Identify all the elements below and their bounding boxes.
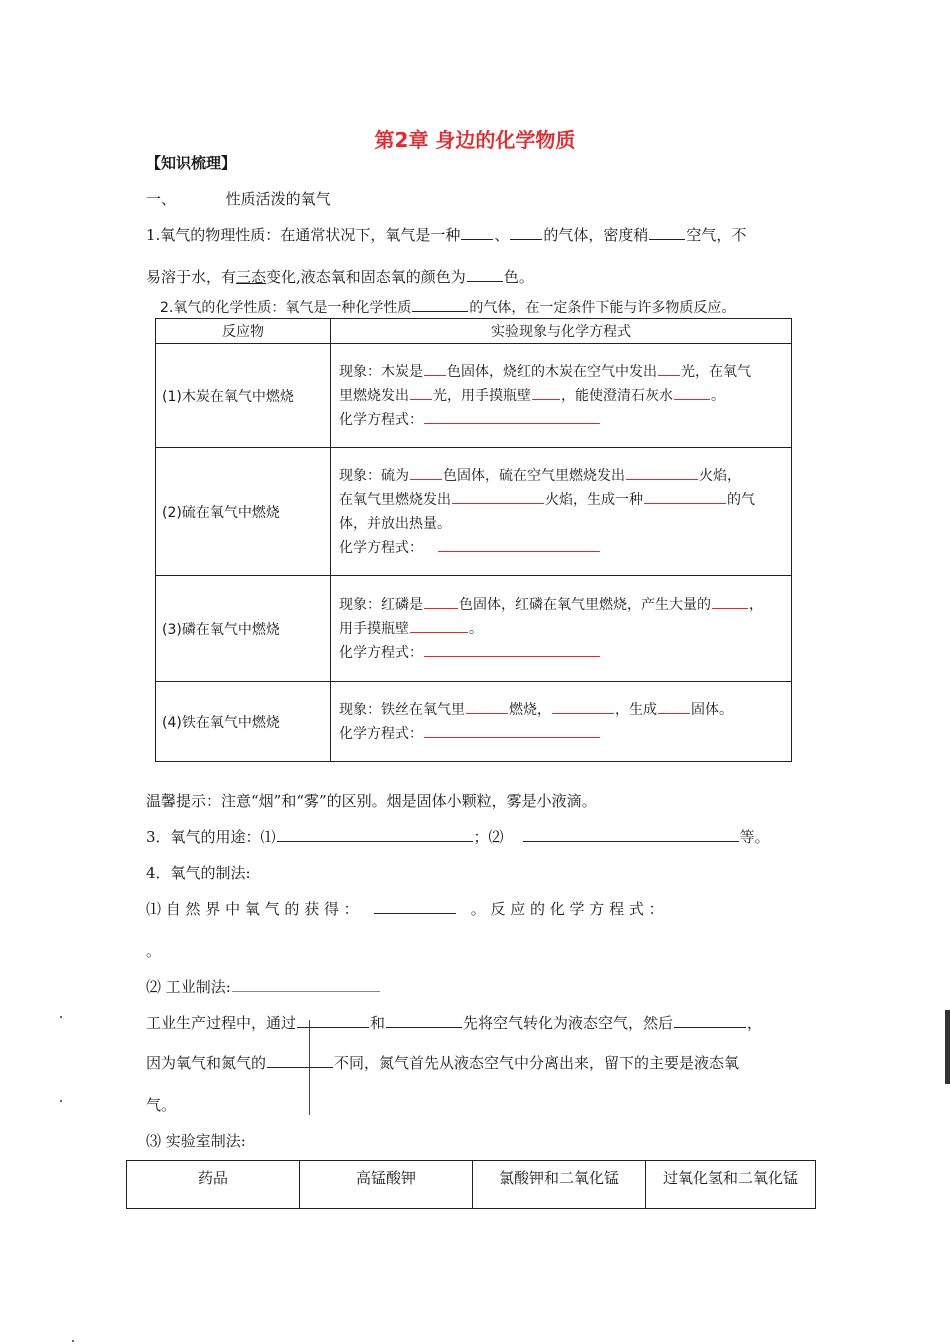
answer-blank <box>267 1066 333 1068</box>
text-segment: 等。 <box>739 828 770 846</box>
text-segment: 的气体，在一定条件下能与许多物质反应。 <box>469 300 736 316</box>
text-segment: 。 反 应 的 化 学 方 程 式 ： <box>470 900 664 918</box>
text-segment: 光，用手摸瓶壁 <box>433 387 531 404</box>
text-segment: 易溶于水，有 <box>146 268 237 286</box>
table-cell: 过氧化氢和二氧化锰 <box>646 1161 816 1209</box>
header-phenomena: 实验现象与化学方程式 <box>331 319 792 344</box>
phenomena-cell <box>331 576 792 682</box>
table-row <box>156 344 792 448</box>
physical-properties-line1 <box>146 224 746 245</box>
text-segment: 。 <box>711 387 725 404</box>
equation-blank <box>438 550 600 552</box>
equation-label: 化学方程式： <box>339 411 423 428</box>
nature-line-end: 。 <box>146 942 162 960</box>
industry-line <box>146 976 381 997</box>
text-segment: ，生成 <box>615 701 657 718</box>
table-cell: 药品 <box>127 1161 300 1209</box>
underlined-term: 三态 <box>236 268 267 286</box>
heading-text: 性质活泼的氧气 <box>225 190 331 208</box>
tip-text: 温馨提示：注意“烟”和“雾”的区别。烟是固体小颗粒，雾是小液滴。 <box>146 792 597 810</box>
phenomena-cell <box>331 448 792 576</box>
answer-blank <box>532 398 560 400</box>
nature-line <box>146 898 664 919</box>
table-row <box>127 1161 816 1209</box>
answer-blank <box>424 607 458 609</box>
equation-label: 化学方程式： <box>339 725 423 742</box>
text-segment: 现象：红磷是 <box>339 596 423 613</box>
answer-blank <box>626 478 698 480</box>
text-segment: ，能使澄清石灰水 <box>561 387 673 404</box>
header-reactant: 反应物 <box>156 319 331 344</box>
reactant-cell: (1)木炭在氧气中燃烧 <box>156 344 331 448</box>
speck-mark <box>72 1340 74 1342</box>
text-segment: 现象：木炭是 <box>339 363 423 380</box>
text-segment: 工业生产过程中，通过 <box>146 1014 297 1032</box>
text-segment: 用手摸瓶壁 <box>339 620 409 637</box>
answer-blank <box>410 398 432 400</box>
answer-blank <box>466 712 508 714</box>
text-segment: 色。 <box>503 268 534 286</box>
answer-blank <box>552 712 614 714</box>
physical-properties-line2 <box>146 266 534 287</box>
reactant-cell: (4)铁在氧气中燃烧 <box>156 682 331 762</box>
answer-blank <box>277 840 473 842</box>
text-segment: 燃烧， <box>509 701 551 718</box>
answer-blank <box>712 607 748 609</box>
text-segment: ；⑵ <box>473 828 504 846</box>
text-segment: ⑵ 工业制法: <box>146 978 231 996</box>
table-row <box>156 576 792 682</box>
text-segment: 。 <box>469 620 483 637</box>
answer-blank <box>510 238 542 240</box>
heading-oxygen <box>146 188 331 209</box>
text-segment: 的气体，密度稍 <box>543 226 649 244</box>
answer-blank <box>452 502 544 504</box>
text-segment: 2.氧气的化学性质：氧气是一种化学性质 <box>160 300 412 316</box>
answer-blank <box>658 712 690 714</box>
text-segment: 体，并放出热量。 <box>339 515 451 532</box>
text-segment: 和 <box>370 1014 386 1032</box>
industry-paragraph-line3: 气。 <box>146 1096 177 1114</box>
answer-blank <box>644 502 726 504</box>
text-segment: ， <box>747 1014 763 1032</box>
table-row <box>156 682 792 762</box>
reaction-table <box>155 318 792 762</box>
reactant-cell: (3)磷在氧气中燃烧 <box>156 576 331 682</box>
lab-method-heading: ⑶ 实验室制法: <box>146 1132 246 1150</box>
equation-blank <box>424 655 600 657</box>
text-segment: 色固体，硫在空气里燃烧发出 <box>443 467 625 484</box>
speck-mark <box>60 1100 62 1102</box>
text-segment: 不同，氮气首先从液态空气中分离出来，留下的主要是液态氧 <box>334 1054 740 1072</box>
answer-blank <box>374 912 456 914</box>
oxygen-uses-line <box>146 826 770 847</box>
industry-paragraph-line2 <box>146 1052 739 1073</box>
text-segment: 空气，不 <box>686 226 747 244</box>
oxygen-preparation-heading: 4．氧气的制法: <box>146 864 251 882</box>
answer-blank <box>461 238 493 240</box>
answer-blank <box>523 840 739 842</box>
answer-blank <box>386 1026 462 1028</box>
section-heading: 【知识梳理】 <box>146 154 237 172</box>
text-segment: 因为氧气和氮气的 <box>146 1054 267 1072</box>
text-segment: 固体。 <box>691 701 733 718</box>
text-segment: ⑴ 自 然 界 中 氧 气 的 获 得 ： <box>146 900 359 918</box>
phenomena-cell <box>331 344 792 448</box>
text-segment: 的气 <box>727 491 755 508</box>
text-segment: 光，在氧气 <box>681 363 751 380</box>
text-segment: 火焰， <box>699 467 741 484</box>
table-header-row <box>156 319 792 344</box>
equation-blank <box>424 422 600 424</box>
answer-blank <box>424 374 446 376</box>
table-cell: 高锰酸钾 <box>300 1161 473 1209</box>
answer-blank <box>674 1026 746 1028</box>
answer-blank <box>412 310 468 312</box>
text-segment: 、 <box>494 226 510 244</box>
text-segment: 火焰，生成一种 <box>545 491 643 508</box>
lab-reagents-table <box>126 1160 816 1209</box>
heading-number: 一、 <box>146 190 177 208</box>
page-title: 第2章 身边的化学物质 <box>374 128 576 152</box>
text-segment: 3．氧气的用途：⑴ <box>146 828 276 846</box>
text-segment: 色固体，烧红的木炭在空气中发出 <box>447 363 657 380</box>
text-segment: 1.氧气的物理性质：在通常状况下，氧气是一种 <box>146 226 461 244</box>
answer-blank <box>410 478 442 480</box>
answer-blank <box>649 238 685 240</box>
text-segment: ， <box>749 596 763 613</box>
text-segment: 现象：硫为 <box>339 467 409 484</box>
text-segment: 现象：铁丝在氧气里 <box>339 701 465 718</box>
equation-label: 化学方程式： <box>339 539 423 556</box>
answer-blank <box>674 398 710 400</box>
reactant-cell: (2)硫在氧气中燃烧 <box>156 448 331 576</box>
text-segment: 色固体，红磷在氧气里燃烧，产生大量的 <box>459 596 711 613</box>
table-cell: 氯酸钾和二氧化锰 <box>473 1161 646 1209</box>
chemical-properties-line <box>160 297 735 317</box>
text-segment: 里燃烧发出 <box>339 387 409 404</box>
table-row <box>156 448 792 576</box>
answer-blank <box>232 990 380 992</box>
equation-label: 化学方程式： <box>339 644 423 661</box>
equation-blank <box>424 736 600 738</box>
phenomena-cell <box>331 682 792 762</box>
stray-vertical-line <box>309 1020 310 1115</box>
industry-paragraph-line1 <box>146 1012 762 1033</box>
speck-mark <box>60 1016 62 1018</box>
text-segment: 先将空气转化为液态空气，然后 <box>463 1014 674 1032</box>
answer-blank <box>410 631 468 633</box>
page-edge-mark <box>945 1010 950 1084</box>
text-segment: 在氧气里燃烧发出 <box>339 491 451 508</box>
answer-blank <box>297 1026 369 1028</box>
text-segment: 变化,液态氧和固态氧的颜色为 <box>266 268 466 286</box>
answer-blank <box>658 374 680 376</box>
answer-blank <box>467 280 503 282</box>
